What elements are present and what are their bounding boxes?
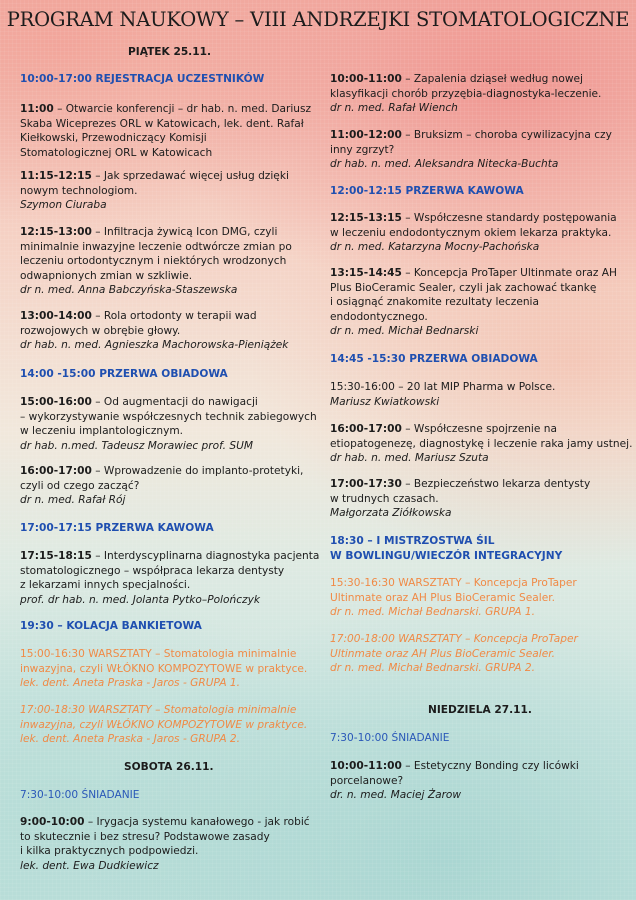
break-item: 14:45 -15:30 PRZERWA OBIADOWA [330, 353, 538, 365]
session-item [330, 759, 630, 803]
session-time: 15:00-16:00 [20, 396, 92, 408]
session-item [20, 102, 320, 160]
session-time: 16:00-17:00 [20, 465, 92, 477]
session-speaker: dr n. med. Rafał Wiench [330, 102, 458, 114]
session-time: 12:15-13:15 [330, 212, 402, 224]
workshop-item [330, 576, 630, 620]
session-time: 13:00-14:00 [20, 310, 92, 322]
session-text: etiopatogenezę, diagnostykę i leczenie raka jamy ustnej. [330, 437, 633, 450]
session-time: 9:00-10:00 [20, 816, 85, 828]
session-time: 13:15-14:45 [330, 267, 402, 279]
session-text: w trudnych czasach. [330, 492, 439, 505]
session-text: minimalnie inwazyjne leczenie odtwórcze zmian po [20, 240, 292, 253]
session-item [20, 464, 320, 508]
registration-item: 10:00-17:00 REJESTRACJA UCZESTNIKÓW [20, 73, 265, 85]
session-item [330, 128, 630, 172]
session-speaker: Małgorzata Ziółkowska [330, 507, 452, 519]
session-item [20, 225, 320, 298]
session-text: – Od augmentacji do nawigacji [95, 396, 258, 408]
session-speaker: dr n. med. Michał Bednarski [330, 325, 479, 337]
session-text: – Otwarcie konferencji – dr hab. n. med. Dariusz [57, 103, 312, 115]
session-text: – Współczesne spojrzenie na [405, 423, 557, 435]
session-text: inny zgrzyt? [330, 143, 395, 156]
session-speaker: prof. dr hab. n. med. Jolanta Pytko–Polończyk [20, 593, 260, 606]
session-text: to skutecznie i bez stresu? Podstawowe zasady [20, 830, 270, 843]
dinner-item: 19:30 – KOLACJA BANKIETOWA [20, 620, 202, 632]
session-text: porcelanowe? [330, 774, 404, 787]
workshop-text: Ultinmate oraz AH Plus BioCeramic Sealer. [330, 647, 555, 660]
session-text: endodontycznego. [330, 310, 428, 323]
session-text: – Irygacja systemu kanałowego - jak robić [87, 816, 310, 828]
day-heading-sunday: NIEDZIELA 27.11. [428, 704, 532, 716]
workshop-item [20, 703, 320, 747]
session-text: Plus BioCeramic Sealer, czyli jak zachować tkankę [330, 281, 597, 294]
session-time: 11:15-12:15 [20, 170, 92, 182]
session-text: – Zapalenia dziąseł według nowej [405, 73, 584, 85]
workshop-text: 15:00-16:30 WARSZTATY – Stomatologia minimalnie [20, 648, 297, 660]
session-item [20, 309, 320, 353]
session-text: – Rola ortodonty w terapii wad [95, 310, 257, 322]
session-time: 17:15-18:15 [20, 550, 92, 562]
session-item [20, 549, 320, 607]
session-speaker: lek. dent. Ewa Dudkiewicz [20, 859, 159, 872]
workshop-speaker: dr n. med. Michał Bednarski. GRUPA 1. [330, 606, 536, 618]
session-item [20, 815, 320, 873]
workshop-item [20, 647, 320, 691]
break-item: 17:00-17:15 PRZERWA KAWOWA [20, 522, 214, 534]
session-text: – Wprowadzenie do implanto-protetyki, [95, 465, 304, 477]
session-item [330, 477, 630, 521]
session-text: klasyfikacji chorób przyzębia-diagnostyka-leczenie. [330, 87, 602, 100]
workshop-speaker: lek. dent. Aneta Praska - Jaros - GRUPA 1. [20, 677, 241, 689]
session-text: rozwojowych w obrębie głowy. [20, 324, 181, 337]
session-speaker: dr n. med. Anna Babczyńska-Staszewska [20, 284, 238, 296]
session-time: 10:00-11:00 [330, 760, 402, 772]
workshop-text: inwazyjna, czyli WŁÓKNO KOMPOZYTOWE w praktyce. [20, 718, 308, 731]
break-item: 12:00-12:15 PRZERWA KAWOWA [330, 185, 524, 197]
session-text: – wykorzystywanie współczesnych technik zabiegowych [20, 410, 317, 423]
session-speaker: Mariusz Kwiatkowski [330, 395, 440, 408]
session-item [20, 395, 320, 453]
session-text: – Jak sprzedawać więcej usług dzięki [95, 170, 289, 182]
session-time: 15:30-16:00 [330, 381, 395, 393]
session-time: 10:00-11:00 [330, 73, 402, 85]
session-text: – Koncepcja ProTaper Ultinmate oraz AH [405, 267, 617, 279]
session-text: – Estetyczny Bonding czy licówki [405, 760, 579, 772]
event-text: W BOWLINGU/WIECZÓR INTEGRACYJNY [330, 549, 563, 562]
session-text: – Infiltracja żywicą Icon DMG, czyli [95, 226, 278, 238]
session-text: czyli od czego zacząć? [20, 479, 140, 492]
session-text: i osiągnąć znakomite rezultaty leczenia [330, 296, 539, 308]
session-item [330, 422, 633, 466]
session-text: – Bruksizm – choroba cywilizacyjna czy [405, 129, 612, 141]
session-text: i kilka praktycznych podpowiedzi. [20, 845, 199, 857]
session-item [330, 266, 630, 339]
session-time: 16:00-17:00 [330, 423, 402, 435]
session-speaker: dr. n. med. Maciej Żarow [330, 789, 462, 801]
event-text: 18:30 – I MISTRZOSTWA ŚIL [330, 535, 495, 547]
workshop-text: Ultinmate oraz AH Plus BioCeramic Sealer. [330, 591, 555, 604]
session-text: – Interdyscyplinarna diagnostyka pacjenta [95, 550, 320, 562]
session-text: nowym technologiom. [20, 184, 138, 197]
workshop-speaker: dr n. med. Michał Bednarski. GRUPA 2. [330, 662, 536, 674]
session-text: w leczeniu implantologicznym. [20, 425, 184, 437]
session-text: z lekarzami innych specjalności. [20, 579, 191, 591]
session-time: 12:15-13:00 [20, 226, 92, 238]
workshop-item [330, 632, 630, 676]
session-text: odwapnionych zmian w szkliwie. [20, 269, 193, 282]
session-speaker: dr hab. n. med. Aleksandra Nitecka-Buchta [330, 158, 559, 170]
session-speaker: dr hab. n.med. Tadeusz Morawiec prof. SUM [20, 439, 253, 452]
session-text: Stomatologicznej ORL w Katowicach [20, 146, 213, 159]
session-time: 17:00-17:30 [330, 478, 402, 490]
session-item [20, 169, 320, 213]
day-heading-saturday: SOBOTA 26.11. [124, 761, 214, 773]
workshop-text: 17:00-18:30 WARSZTATY – Stomatologia minimalnie [20, 704, 297, 716]
session-speaker: Szymon Ciuraba [20, 199, 107, 211]
session-speaker: dr n. med. Rafał Rój [20, 494, 126, 506]
session-item [330, 72, 630, 116]
workshop-text: inwazyjna, czyli WŁÓKNO KOMPOZYTOWE w praktyce. [20, 662, 308, 675]
session-text: stomatologicznego – współpraca lekarza dentysty [20, 564, 285, 577]
session-item [330, 380, 630, 409]
session-text: – Współczesne standardy postępowania [405, 212, 617, 224]
bowling-event-item [330, 534, 630, 563]
page-title: PROGRAM NAUKOWY – VIII ANDRZEJKI STOMATOLOGICZNE [6, 8, 630, 31]
workshop-text: 17:00-18:00 WARSZTATY – Koncepcja ProTaper [330, 633, 578, 645]
session-speaker: dr hab. n. med. Agnieszka Machorowska-Pieniążek [20, 339, 289, 351]
breakfast-item: 7:30-10:00 ŚNIADANIE [330, 732, 450, 744]
day-heading-friday: PIĄTEK 25.11. [128, 46, 211, 58]
session-text: – 20 lat MIP Pharma w Polsce. [398, 381, 556, 393]
session-text: Skaba Wiceprezes ORL w Katowicach, lek. dent. Rafał [20, 117, 304, 130]
session-text: w leczeniu endodontycznym okiem lekarza praktyka. [330, 226, 612, 239]
break-item: 14:00 -15:00 PRZERWA OBIADOWA [20, 368, 228, 380]
session-text: Kiełkowski, Przewodniczący Komisji [20, 132, 207, 144]
session-time: 11:00-12:00 [330, 129, 402, 141]
breakfast-item: 7:30-10:00 ŚNIADANIE [20, 789, 140, 801]
session-text: – Bezpieczeństwo lekarza dentysty [405, 478, 591, 490]
workshop-text: 15:30-16:30 WARSZTATY – Koncepcja ProTaper [330, 577, 577, 589]
workshop-speaker: lek. dent. Aneta Praska - Jaros - GRUPA 2. [20, 733, 241, 745]
session-speaker: dr n. med. Katarzyna Mocny-Pachońska [330, 241, 540, 253]
session-speaker: dr hab. n. med. Mariusz Szuta [330, 452, 489, 464]
session-time: 11:00 [20, 103, 54, 115]
session-item [330, 211, 630, 255]
session-text: leczeniu ortodontycznym i niektórych wrodzonych [20, 255, 287, 267]
